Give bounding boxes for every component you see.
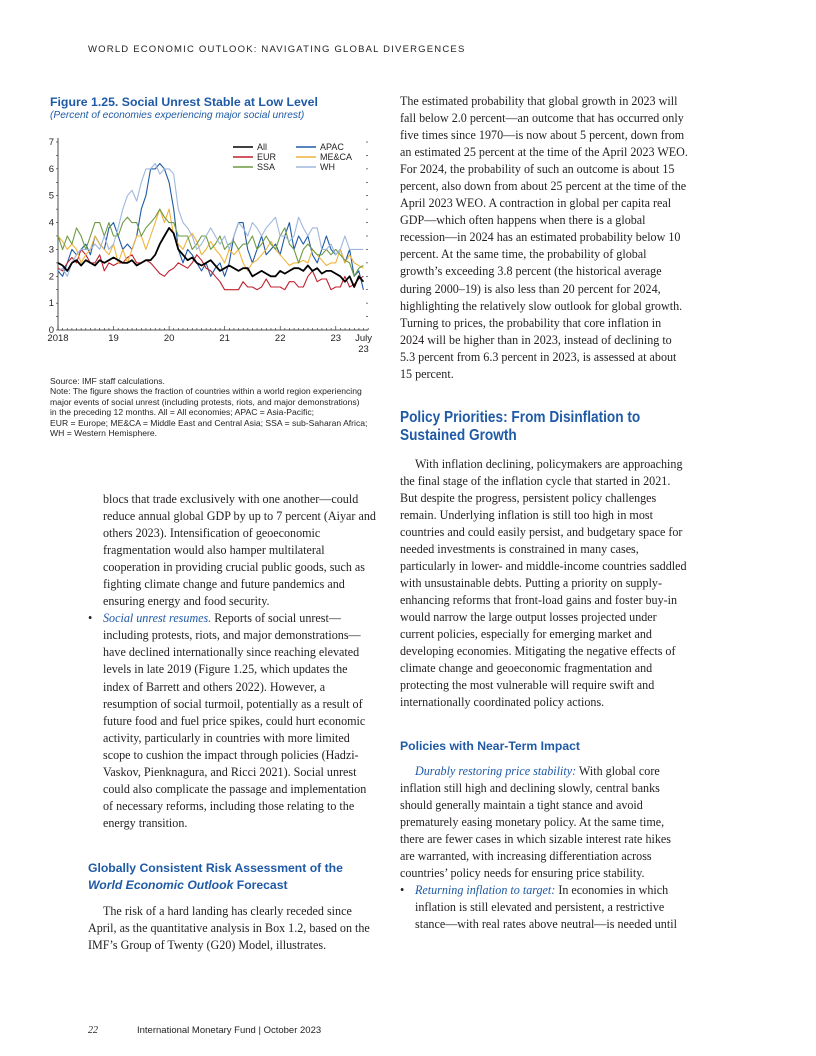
x-tick-label: 23 (330, 333, 342, 344)
chart-series (58, 164, 363, 290)
social-unrest-chart (38, 132, 383, 364)
bullet-lead-social-unrest: Social unrest resumes. (103, 611, 212, 626)
y-tick-label: 1 (48, 298, 54, 310)
figure-note-line: major events of social unrest (including protests, riots, and major demonstrations) (50, 396, 360, 407)
heading-near-term: Policies with Near-Term Impact (400, 738, 580, 753)
heading-policy-priorities: Policy Priorities: From Disinflation to Sustained Growth (400, 408, 641, 444)
y-tick-label: 2 (48, 271, 54, 283)
right-paragraph-1: The estimated probability that global growth in 2023 will fall below 2.0 percent—an outcome that has occurred only five times since 1970—is now about 5 percent, down from an estimated 25 percent at the time of the April 2023 WEO. For 2024, the probability of such an outcome is about 15 percent, also down from about 25 percent at the time of the April 2023 WEO. A contraction in global per capita real GDP—which often happens when there is a global recession—in 2024 has an estimated probability below 10 percent. At the same time, the probability of global growth’s exceeding 3.8 percent (the historical average during 2000–19) is also less than 20 percent for 2024, highlighting the relatively slow outlook for global growth. Turning to prices, the probability that core inflation in 2024 will be higher than in 2023, instead of declining to 5.3 percent from 6.3 percent in 2023, is assessed at about 15 percent. (400, 94, 688, 381)
legend-label: All (257, 142, 268, 152)
bullet-returning-inflation (400, 882, 688, 933)
bullet-dot: • (88, 611, 93, 626)
figure-note-line: WH = Western Hemisphere. (50, 428, 158, 439)
y-tick-label: 7 (48, 137, 54, 148)
left-paragraph-1: blocs that trade exclusively with one another—could reduce annual global GDP by up to 7 percent (Aiyar and others 2023). Intensification of geoeconomic fragmentation would also hamper multilateral cooperation in providing crucial public goods, such as fighting climate change and future pandemics and ensuring energy and food security. (103, 492, 376, 609)
lead-price-stability: Durably restoring price stability: (415, 763, 577, 778)
legend-label: ME&CA (320, 152, 353, 162)
right-column (400, 93, 688, 933)
legend-label: SSA (257, 162, 276, 172)
chart-legend (233, 142, 352, 172)
x-tick-label: July (355, 333, 373, 344)
bullet-lead-returning-inflation: Returning inflation to target: (415, 882, 556, 897)
y-tick-label: 5 (48, 190, 54, 202)
legend-label: EUR (257, 152, 277, 162)
text-price-stability: With global core inflation still high and declining slowly, central banks should generally maintain a tight stance and avoid prematurely easing monetary policy. At the same time, there are fewer cases in which sizable interest rate hikes are warranted, with increasing differentiation across countries’ policy needs for ensuring price stability. (400, 763, 671, 880)
running-head: WORLD ECONOMIC OUTLOOK: NAVIGATING GLOBAL DIVERGENCES (88, 44, 466, 55)
y-tick-label: 6 (48, 163, 54, 175)
x-tick-label: 21 (219, 333, 230, 344)
right-paragraph-2: With inflation declining, policymakers are approaching the final stage of the inflation cycle that started in 2021. But despite the progress, persistent policy challenges remain. Underlying inflation is still too high in most countries and could easily persist, and budgetary space for needed investments is constrained in many cases, particularly in lower- and middle-income countries saddled with unsustainable debts. Putting a priority on supply-enhancing reforms that front-load gains and foster buy-in would narrow the large output losses projected under current policies, especially for emerging market and developing economies. Mitigating the negative effects of climate change and geoeconomic fragmentation and protecting the most vulnerable will require swift and internationally coordinated policy actions. (400, 456, 687, 710)
bullet-text-social-unrest: Reports of social unrest—including protests, riots, and major demonstrations—have declined internationally since reaching elevated levels in late 2019 (Figure 1.25, which updates the index of Barrett and others 2022). However, a resumption of social turmoil, potentially as a result of future food and fuel price spikes, could hurt economic activity, particularly in countries with more limited scope to cushion the impact through policies (Hadzi-Vaskov, Pienknagura, and Ricci 2021). Social unrest could also complicate the passage and implementation of necessary reforms, including those relating to the energy transition. (103, 611, 367, 830)
figure-note-line: in the preceding 12 months. All = All economies; APAC = Asia-Pacific; (50, 407, 314, 418)
bullet-social-unrest (88, 610, 376, 832)
legend-label: WH (320, 162, 335, 172)
heading-risk-assessment (88, 860, 376, 894)
publisher-line: International Monetary Fund | October 2023 (137, 1025, 322, 1036)
left-paragraph-2: The risk of a hard landing has clearly receded since April, as the quantitative analysis in Box 1.2, based on the IMF’s Group of Twenty (G20) Model, illustrates. (88, 903, 370, 953)
heading-part: Globally Consistent Risk Assessment of the (88, 860, 343, 875)
heading-italic: World Economic Outlook (88, 877, 234, 892)
x-tick-label: 19 (108, 333, 119, 344)
bullet-dot: • (400, 882, 405, 897)
figure-note-line: EUR = Europe; ME&CA = Middle East and Central Asia; SSA = sub-Saharan Africa; (50, 417, 368, 428)
x-tick-label: 23 (358, 344, 369, 355)
figure-title: Figure 1.25. Social Unrest Stable at Low Level (50, 95, 318, 109)
x-tick-label: 20 (163, 333, 175, 344)
left-column (88, 491, 376, 954)
legend-label: APAC (320, 142, 344, 152)
right-paragraph-3 (400, 763, 688, 882)
y-tick-label: 3 (48, 244, 54, 256)
bullet-text-returning-inflation: In economies in which inflation is still elevated and persistent, a restrictive stance—with real rates above neutral—is needed until (415, 882, 677, 931)
series-line-ssa (58, 209, 363, 276)
figure-note-line: Note: The figure shows the fraction of countries within a world region experiencing (50, 386, 362, 397)
figure-subtitle: (Percent of economies experiencing major social unrest) (50, 110, 305, 121)
page-number: 22 (88, 1025, 98, 1036)
y-tick-label: 4 (48, 217, 54, 229)
figure-source: Source: IMF staff calculations. (50, 376, 165, 386)
y-tick-label: 0 (48, 325, 54, 336)
page-footer (88, 1025, 322, 1036)
x-tick-label: 22 (274, 333, 286, 344)
heading-part: Forecast (233, 877, 288, 892)
figure-notes (50, 376, 380, 438)
x-tick-label: 2018 (47, 333, 69, 344)
